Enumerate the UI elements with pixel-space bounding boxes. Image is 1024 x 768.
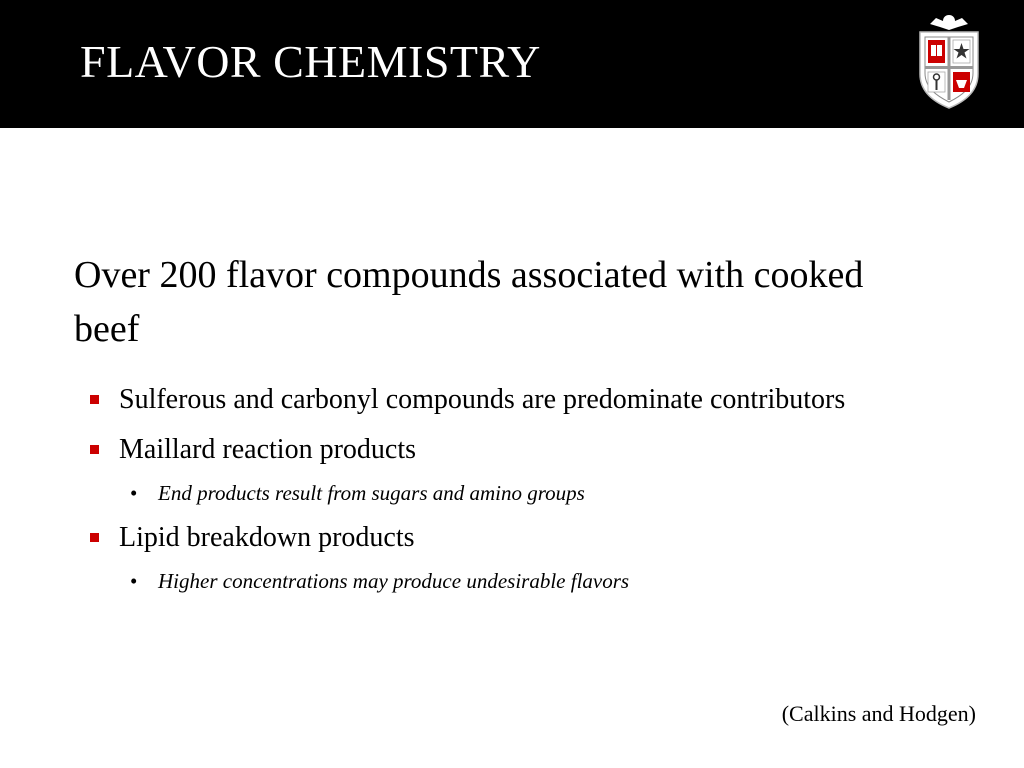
- slide-headline: Over 200 flavor compounds associated with cooked beef: [74, 254, 864, 350]
- spacer: [84, 420, 884, 430]
- sub-bullet-item: [84, 478, 884, 508]
- sub-bullet-item: [84, 566, 884, 596]
- university-crest-icon: [914, 12, 984, 112]
- dot-bullet-icon: •: [130, 569, 138, 593]
- bullet-item: [84, 430, 884, 470]
- bullet-list: [84, 380, 884, 596]
- spacer: [84, 470, 884, 478]
- bullet-item: [84, 380, 884, 420]
- sub-bullet-text: Higher concentrations may produce undesirable flavors: [158, 569, 630, 593]
- square-bullet-icon: [90, 395, 99, 404]
- bullet-text: Maillard reaction products: [119, 434, 417, 465]
- bullet-text: Lipid breakdown products: [119, 522, 415, 553]
- square-bullet-icon: [90, 533, 99, 542]
- slide-title: FLAVOR CHEMISTRY: [80, 36, 541, 87]
- sub-bullet-text: End products result from sugars and amino groups: [158, 481, 585, 505]
- title-bar: [0, 0, 1024, 128]
- citation: (Calkins and Hodgen): [781, 701, 976, 726]
- dot-bullet-icon: •: [130, 481, 138, 505]
- bullet-text: Sulferous and carbonyl compounds are predominate contributors: [119, 384, 846, 415]
- bullet-item: [84, 518, 884, 558]
- square-bullet-icon: [90, 445, 99, 454]
- spacer: [84, 508, 884, 518]
- spacer: [84, 558, 884, 566]
